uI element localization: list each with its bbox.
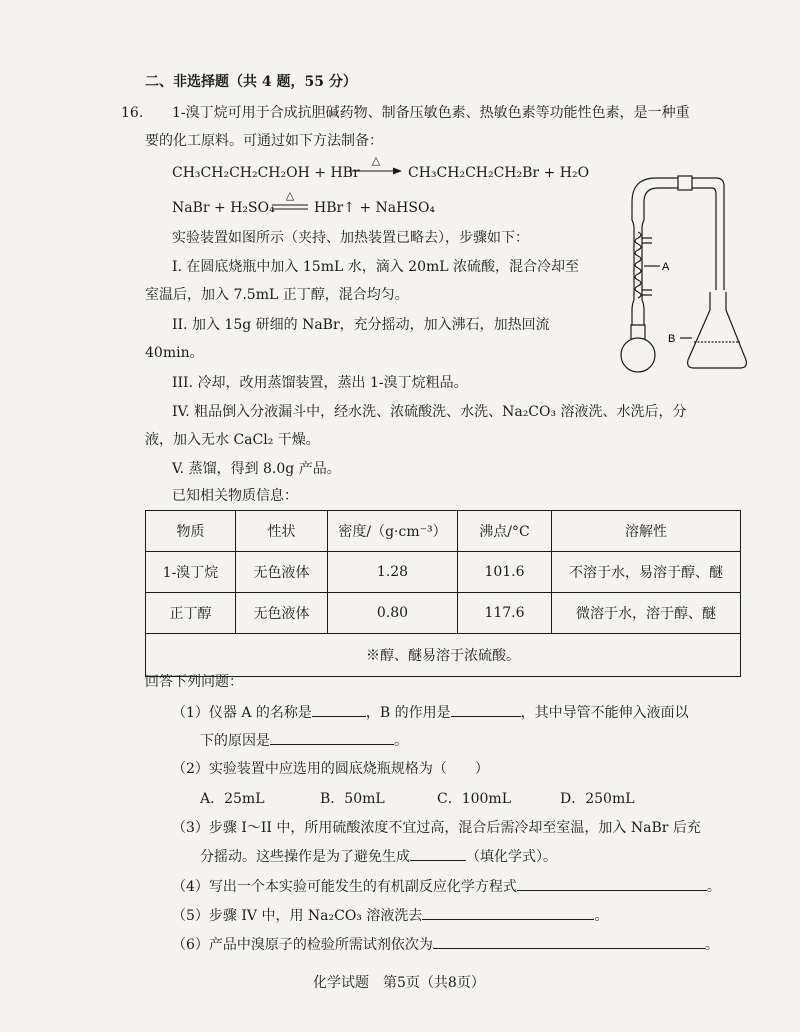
reaction-arrow-icon	[350, 166, 402, 176]
sub3-text-2: （填化学式）。	[466, 849, 557, 865]
table-cell: 1.28	[328, 552, 458, 593]
table-cell: 不溶于水，易溶于醇、醚	[552, 552, 741, 593]
table-row	[146, 552, 741, 593]
table-row	[146, 593, 741, 634]
sub-question-3-line-2	[200, 846, 557, 867]
sub6-end: 。	[704, 937, 719, 953]
sub-question-6	[172, 934, 719, 955]
sub-question-2: （2）实验装置中应选用的圆底烧瓶规格为（ ）	[172, 761, 489, 777]
answer-intro: 回答下列问题：	[145, 674, 243, 690]
answer-blank[interactable]	[517, 876, 707, 891]
step-2-line-2: 40min。	[145, 345, 204, 361]
sub3-text-1: 分摇动。这些操作是为了避免生成	[200, 849, 410, 865]
table-cell: 117.6	[458, 593, 552, 634]
option-a[interactable]: A．25mL	[200, 791, 265, 807]
sub6-text: （6）产品中溴原子的检验所需试剂依次为	[172, 937, 433, 953]
label-b: B	[668, 333, 676, 345]
answer-blank[interactable]	[433, 934, 705, 949]
answer-blank[interactable]	[422, 905, 594, 920]
setup-text: 实验装置如图所示（夹持、加热装置已略去），步骤如下：	[172, 230, 529, 246]
table-note: ※醇、醚易溶于浓硫酸。	[146, 634, 741, 677]
table-caption: 已知相关物质信息：	[172, 488, 298, 504]
apparatus-figure	[612, 170, 752, 385]
answer-blank[interactable]	[312, 702, 366, 717]
header-cell: 密度/（g·cm⁻³）	[328, 511, 458, 552]
double-line-icon	[272, 202, 308, 212]
sub1-text-5: 。	[394, 733, 408, 749]
header-cell: 性状	[236, 511, 328, 552]
table-header-row	[146, 511, 741, 552]
table-cell: 101.6	[458, 552, 552, 593]
sub1-text-4: 下的原因是	[200, 733, 270, 749]
equation-1-left: CH₃CH₂CH₂CH₂OH + HBr	[172, 165, 360, 181]
sub-question-1-cont	[200, 730, 408, 751]
sub5-end: 。	[594, 908, 609, 924]
label-a: A	[662, 261, 670, 273]
table-cell: 无色液体	[236, 593, 328, 634]
sub1-text-2: ，B 的作用是	[365, 705, 451, 721]
page-footer: 化学试题 第5页（共8页）	[313, 975, 485, 991]
table-cell: 0.80	[328, 593, 458, 634]
option-c[interactable]: C．100mL	[437, 791, 512, 807]
equation-1-arrow	[350, 155, 402, 177]
step-5: V. 蒸馏，得到 8.0g 产品。	[172, 461, 341, 477]
sub1-text-1: （1）仪器 A 的名称是	[172, 705, 312, 721]
header-cell: 溶解性	[552, 511, 741, 552]
heat-condition: △	[371, 154, 381, 167]
step-1-line-1: I. 在圆底烧瓶中加入 15mL 水，滴入 20mL 浓硫酸，混合冷却至	[172, 259, 580, 275]
header-cell: 沸点/°C	[458, 511, 552, 552]
equation-2-right: HBr↑ + NaHSO₄	[314, 200, 436, 216]
equation-2-left: NaBr + H₂SO₄	[172, 200, 275, 216]
table-cell: 1-溴丁烷	[146, 552, 236, 593]
round-bottom-flask	[621, 338, 655, 372]
intro-line-2: 要的化工原料。可通过如下方法制备：	[145, 133, 383, 149]
sub5-text: （5）步骤 IV 中，用 Na₂CO₃ 溶液洗去	[172, 908, 423, 924]
answer-blank[interactable]	[410, 846, 466, 861]
sub-question-3-line-1: （3）步骤 I～II 中，所用硫酸浓度不宜过高，混合后需冷却至室温，加入 NaBr 后充	[172, 820, 701, 836]
step-3: III. 冷却，改用蒸馏装置，蒸出 1-溴丁烷粗品。	[172, 375, 468, 391]
heat-condition: △	[285, 189, 295, 202]
answer-blank[interactable]	[270, 730, 394, 745]
table-cell: 正丁醇	[146, 593, 236, 634]
sub4-text: （4）写出一个本实验可能发生的有机副反应化学方程式	[172, 879, 517, 895]
sub-question-4	[172, 876, 721, 897]
sub4-end: 。	[706, 879, 721, 895]
step-1-line-2: 室温后，加入 7.5mL 正丁醇，混合均匀。	[145, 287, 409, 303]
table-cell: 无色液体	[236, 552, 328, 593]
step-2-line-1: II. 加入 15g 研细的 NaBr，充分摇动，加入沸石，加热回流	[172, 317, 550, 333]
header-cell: 物质	[146, 511, 236, 552]
step-4-line-1: IV. 粗品倒入分液漏斗中，经水洗、浓硫酸洗、水洗、Na₂CO₃ 溶液洗、水洗后，分	[172, 404, 687, 420]
table-note-row	[146, 634, 741, 677]
step-4-line-2: 液，加入无水 CaCl₂ 干燥。	[145, 432, 320, 448]
condenser-coil	[635, 232, 641, 298]
table-cell: 微溶于水，溶于醇、醚	[552, 593, 741, 634]
question-number: 16.	[121, 105, 144, 121]
sub-question-1	[172, 702, 689, 723]
equation-1-right: CH₃CH₂CH₂CH₂Br + H₂O	[408, 165, 590, 181]
erlenmeyer-flask	[688, 292, 747, 368]
sub1-text-3: ，其中导管不能伸入液面以	[520, 705, 689, 721]
section-title: 二、非选择题（共 4 题，55 分）	[145, 74, 357, 90]
intro-line-1: 1-溴丁烷可用于合成抗胆碱药物、制备压敏色素、热敏色素等功能性色素，是一种重	[172, 105, 690, 121]
answer-blank[interactable]	[451, 702, 521, 717]
option-b[interactable]: B．50mL	[320, 791, 385, 807]
sub-question-5	[172, 905, 608, 926]
option-d[interactable]: D．250mL	[560, 791, 635, 807]
properties-table	[145, 510, 741, 677]
equation-2-equals	[272, 190, 308, 212]
